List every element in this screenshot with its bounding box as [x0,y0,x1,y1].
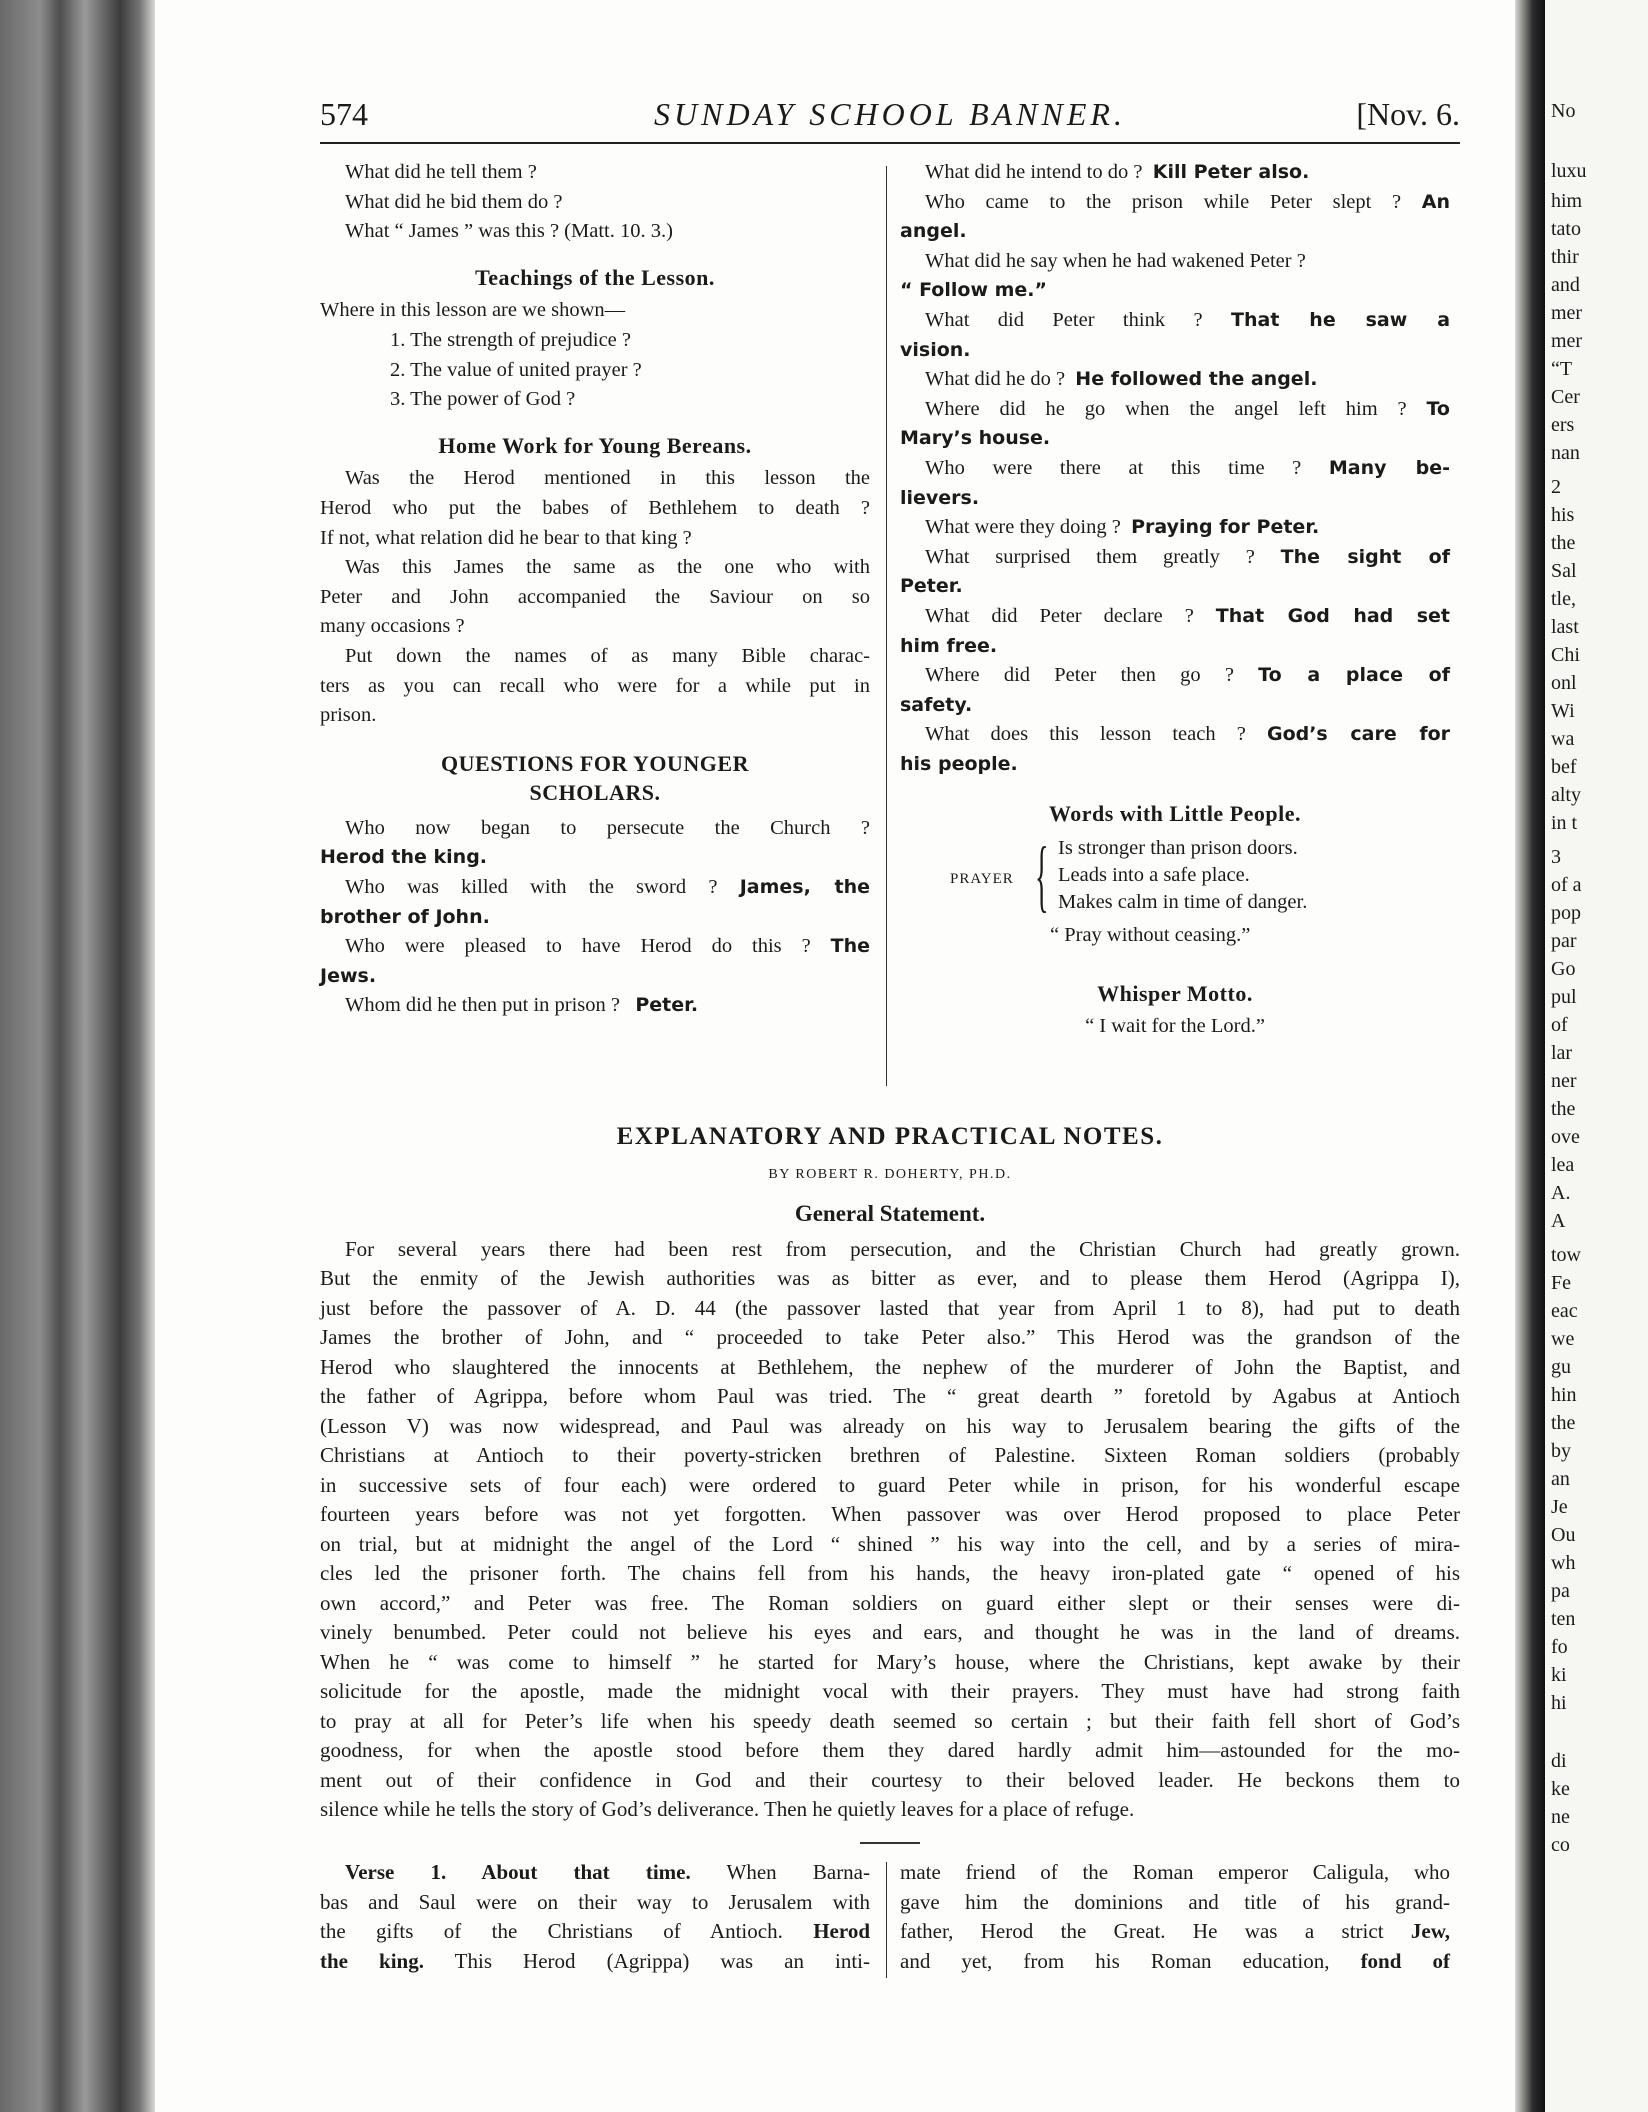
verse-keyword: the king. [320,1948,424,1973]
answer: brother of John. [320,905,490,928]
page-gutter [1515,0,1545,2112]
answer: James, the [739,876,870,899]
answer: Herod the king. [320,846,488,869]
verse-line [320,1947,870,1977]
answer: That he saw a [1231,308,1451,331]
facing-page-fragment: the [1551,1412,1576,1434]
pray-line: “ Pray without ceasing.” [1050,924,1251,947]
answer: Peter. [900,575,963,598]
question: Where did he go when the angel left him ? [925,397,1407,420]
answer: him free. [900,634,998,657]
question: Whom did he then put in prison ? [345,994,620,1017]
notes-line: goodness, for when the apostle stood before them they dared hardly admit him—astounded for the mo- [320,1738,1460,1762]
qa-line [320,932,870,962]
qa-line [900,395,1450,425]
teachings-intro: Where in this lesson are we shown— [320,299,626,322]
facing-page-fragment: and [1551,274,1580,296]
verse-right-column [900,1858,1450,1976]
prayer-label: PRAYER [950,871,1014,888]
answer: To a place of [1258,664,1450,687]
qa-line [900,543,1450,573]
facing-page-fragment: ers [1551,414,1575,436]
facing-page-fragment: we [1551,1328,1575,1350]
facing-page-fragment: gu [1551,1356,1571,1378]
facing-page-fragment: nan [1551,442,1580,464]
facing-page-fragment: pul [1551,986,1577,1008]
qa-line [320,991,870,1021]
question: Who were pleased to have Herod do this ? [345,935,811,958]
notes-line: cles led the prisoner forth. The chains fell from his hands, the heavy iron-plated gate “ opened of his [320,1561,1460,1585]
answer: his people. [900,752,1018,775]
notes-line: James the brother of John, and “ proceeded to take Peter also.” This Herod was the grandson of the [320,1325,1460,1349]
question: What surprised them greatly ? [925,545,1255,568]
answer: angel. [900,220,967,243]
text-line: Was the Herod mentioned in this lesson the [345,467,870,490]
motto-heading: Whisper Motto. [1097,980,1253,1006]
facing-page-fragment: of [1551,1014,1568,1036]
verse-text: the gifts of the Christians of Antioch. [320,1919,814,1944]
answer: vision. [900,338,971,361]
explanatory-notes [320,1122,1460,1825]
facing-page-fragment: di [1551,1750,1567,1772]
facing-page-fragment: tle, [1551,588,1576,610]
question: What does this lesson teach ? [925,723,1246,746]
book-binding [0,0,155,2112]
column-rule [886,1862,887,1978]
notes-line: on trial, but at midnight the angel of the Lord “ shined ” his way into the cell, and by a series of mira- [320,1531,1460,1556]
verse-line: bas and Saul were on their way to Jerusalem with [320,1889,870,1914]
question: What were they doing ? [925,516,1121,539]
answer: Mary’s house. [900,427,1051,450]
qa-line [900,188,1450,218]
text-line: What did he bid them do ? [345,190,563,213]
facing-page-fragment: an [1551,1468,1570,1490]
facing-page-fragment: Ou [1551,1524,1576,1546]
facing-page-fragment: Sal [1551,560,1577,582]
facing-page-fragment: fo [1551,1636,1568,1658]
verse-keyword: Herod [813,1919,870,1944]
section-rule [860,1842,920,1844]
list-item: 2. The value of united prayer ? [390,358,642,381]
facing-page-fragment: thir [1551,246,1579,268]
facing-page-edge [1545,0,1648,2112]
question-line: What did he say when he had wakened Peter ? [925,249,1306,272]
facing-page-fragment: mer [1551,330,1583,352]
verse-text: and yet, from his Roman education, [900,1948,1361,1973]
facing-page-fragment: tow [1551,1244,1581,1266]
notes-byline: BY ROBERT R. DOHERTY, PH.D. [768,1166,1012,1182]
answer: He followed the angel. [1075,368,1318,391]
verse-line: gave him the dominions and title of his grand- [900,1889,1450,1914]
facing-page-fragment: ke [1551,1778,1570,1800]
facing-page-fragment: onl [1551,672,1577,694]
text-line: What did he tell them ? [345,161,537,183]
facing-page-fragment: lar [1551,1042,1573,1064]
question: Who came to the prison while Peter slept ? [925,190,1402,213]
facing-page-fragment: 3 [1551,846,1561,868]
prayer-block [900,832,1450,927]
facing-page-fragment: “T [1551,358,1573,380]
facing-page-fragment: luxu [1551,160,1587,182]
facing-page-fragment: mer [1551,302,1583,324]
verse-line [900,1947,1450,1977]
facing-page-fragment: by [1551,1440,1571,1462]
question: What did Peter think ? [925,308,1203,331]
text-line: prison. [320,704,377,727]
notes-line: silence while he tells the story of God’s deliverance. Then he quietly leaves for a place of refuge. [320,1797,1135,1821]
notes-line: Christians at Antioch to their poverty-stricken brethren of Palestine. Sixteen Roman soldiers (probably [320,1443,1460,1467]
running-header [320,90,1460,140]
qa-line [900,454,1450,484]
question: What did Peter declare ? [925,604,1194,627]
facing-page-fragment: eac [1551,1300,1578,1322]
header-rule [320,142,1460,144]
notes-body [320,1235,1460,1825]
facing-page-fragment: Je [1551,1496,1568,1518]
qa-line [900,513,1450,543]
brace-icon: { [1035,832,1049,921]
facing-page-fragment: wh [1551,1552,1576,1574]
list-item: 3. The power of God ? [390,388,576,411]
facing-page-fragment: in t [1551,812,1578,834]
list-item: 1. The strength of prejudice ? [390,328,631,351]
verse-heading: Verse 1. About that time. [345,1860,691,1884]
answer: Kill Peter also. [1152,161,1310,183]
facing-page-fragment: lea [1551,1154,1575,1176]
younger-heading [320,749,870,808]
younger-heading-line: QUESTIONS FOR YOUNGER [441,750,749,776]
facing-page-fragment: last [1551,616,1579,638]
facing-page-fragment: pa [1551,1580,1570,1602]
facing-page-fragment: A [1551,1210,1566,1232]
qa-line [900,158,1450,188]
notes-line: But the enmity of the Jewish authorities was as bitter as ever, and to please them Herod (Agrippa I), [320,1266,1460,1290]
facing-page-fragment: hin [1551,1384,1577,1406]
homework-heading: Home Work for Young Bereans. [438,432,752,458]
question: What did he intend to do ? [925,161,1143,183]
answer: To [1426,397,1450,420]
text-line: ters as you can recall who were for a while put in [320,674,870,697]
notes-line: own accord,” and Peter was free. The Roman soldiers on guard either slept or their senses were di- [320,1590,1460,1615]
facing-page-fragment: A. [1551,1182,1571,1204]
facing-page-fragment: Go [1551,958,1576,980]
prayer-line: Makes calm in time of danger. [1058,891,1308,914]
facing-page-fragment: bef [1551,756,1577,778]
text-line: Was this James the same as the one who with [345,556,870,579]
general-statement-heading: General Statement. [794,1201,986,1226]
facing-page-fragment: No [1551,100,1576,122]
prayer-lines [1058,835,1307,916]
verse-line: mate friend of the Roman emperor Caligula, who [900,1860,1450,1884]
answer: safety. [900,693,973,716]
answer: The [830,935,870,958]
column-rule [886,166,887,1086]
question: Where did Peter then go ? [925,664,1234,687]
facing-page-fragment: ne [1551,1806,1570,1828]
verse-left-column [320,1858,870,1976]
facing-page-fragment: ner [1551,1070,1577,1092]
question: What did he do ? [925,368,1066,391]
answer: Jews. [320,964,377,987]
text-line: Peter and John accompanied the Saviour on so [320,585,870,608]
notes-line: Herod who slaughtered the innocents at Bethlehem, the nephew of the murderer of John the Baptist, and [320,1354,1460,1379]
notes-line: fourteen years before was not yet forgotten. When passover was over Herod proposed to place Peter [320,1502,1460,1526]
text-line: Herod who put the babes of Bethlehem to death ? [320,496,870,519]
notes-line: For several years there had been rest from persecution, and the Christian Church had greatly grown. [345,1236,1460,1261]
qa-line [900,661,1450,691]
younger-heading-line: SCHOLARS. [529,780,661,806]
text-line: many occasions ? [320,615,465,638]
notes-line: ment out of their confidence in God and their courtesy to their beloved leader. He beckons them to [320,1767,1460,1792]
issue-date: [Nov. 6. [1356,96,1460,132]
qa-line [320,873,870,903]
qa-line [900,720,1450,750]
verse-line [900,1917,1450,1947]
text-line: What “ James ” was this ? (Matt. 10. 3.) [345,220,673,243]
question: Who was killed with the sword ? [345,876,718,899]
facing-page-fragment: alty [1551,784,1581,806]
facing-page-fragment: Fe [1551,1272,1571,1294]
notes-line: to pray at all for Peter’s life when his speedy death seemed so certain ; but their faith fell short of God’s [320,1708,1460,1733]
left-column [320,158,870,1021]
question: Who were there at this time ? [925,456,1302,479]
prayer-line: Leads into a safe place. [1058,864,1250,887]
facing-page-fragment: ten [1551,1608,1576,1630]
text-line: Put down the names of as many Bible charac- [345,644,870,667]
facing-page-fragment: par [1551,930,1577,952]
facing-page-fragment: Chi [1551,644,1580,666]
publication-title: SUNDAY SCHOOL BANNER. [654,96,1126,132]
facing-page-fragment: hi [1551,1692,1567,1714]
verse-line [320,1917,870,1947]
facing-page-fragment: ki [1551,1664,1567,1686]
facing-page-fragment: him [1551,190,1583,212]
right-column [900,158,1450,1042]
prayer-line: Is stronger than prison doors. [1058,837,1298,860]
page-number: 574 [320,96,368,132]
facing-page-fragment: the [1551,532,1576,554]
facing-page-fragment: wa [1551,728,1575,750]
answer: “ Follow me.” [900,279,1047,302]
facing-page-fragment: Wi [1551,700,1575,722]
notes-heading: EXPLANATORY AND PRACTICAL NOTES. [616,1123,1164,1150]
notes-line: just before the passover of A. D. 44 (the passover lasted that year from April 1 to 8), had put to death [320,1295,1460,1320]
question-line: Who now began to persecute the Church ? [345,816,870,839]
verse-text: This Herod (Agrippa) was an inti- [424,1948,871,1973]
answer: Many be- [1328,456,1450,479]
notes-line: the father of Agrippa, before whom Paul was tried. The “ great dearth ” foretold by Agabus at Antioch [320,1384,1460,1408]
facing-page-fragment: Cer [1551,386,1580,408]
verse-keyword: fond of [1360,1948,1450,1973]
facing-page-fragment: ove [1551,1126,1580,1148]
qa-line [900,365,1450,395]
qa-line [900,306,1450,336]
notes-line: solicitude for the apostle, made the midnight vocal with their prayers. They must have had strong faith [320,1679,1460,1703]
notes-line: (Lesson V) was now widespread, and Paul was already on his way to Jerusalem bearing the gifts of the [320,1413,1460,1438]
answer: Praying for Peter. [1131,516,1320,539]
notes-line: When he “ was come to himself ” he started for Mary’s house, where the Christians, kept awake by their [320,1649,1460,1674]
motto-text: “ I wait for the Lord.” [1085,1015,1265,1038]
teachings-heading: Teachings of the Lesson. [475,264,715,290]
words-heading: Words with Little People. [1048,801,1302,827]
verse-line [320,1858,870,1888]
facing-page-fragment: tato [1551,218,1581,240]
facing-page-fragment: the [1551,1098,1576,1120]
verse-text: When Barna- [690,1860,870,1884]
qa-line [900,602,1450,632]
notes-line: in successive sets of four each) were ordered to guard Peter while in prison, for his wonderful escape [320,1472,1460,1497]
facing-page-fragment: pop [1551,902,1581,924]
answer: The sight of [1280,545,1450,568]
text-line: If not, what relation did he bear to that king ? [320,526,692,549]
verse-keyword: Jew, [1410,1919,1450,1944]
answer: lievers. [900,486,980,509]
facing-page-fragment: of a [1551,874,1582,896]
facing-page-fragment: his [1551,504,1575,526]
facing-page-fragment: co [1551,1834,1570,1856]
answer: God’s care for [1266,723,1451,746]
facing-page-fragment: 2 [1551,476,1561,498]
answer: Peter. [635,994,699,1017]
notes-line: vinely benumbed. Peter could not believe his eyes and ears, and thought he was in the land of dreams. [320,1620,1460,1644]
answer: An [1421,190,1450,213]
verse-text: father, Herod the Great. He was a strict [900,1919,1411,1944]
answer: That God had set [1215,604,1450,627]
